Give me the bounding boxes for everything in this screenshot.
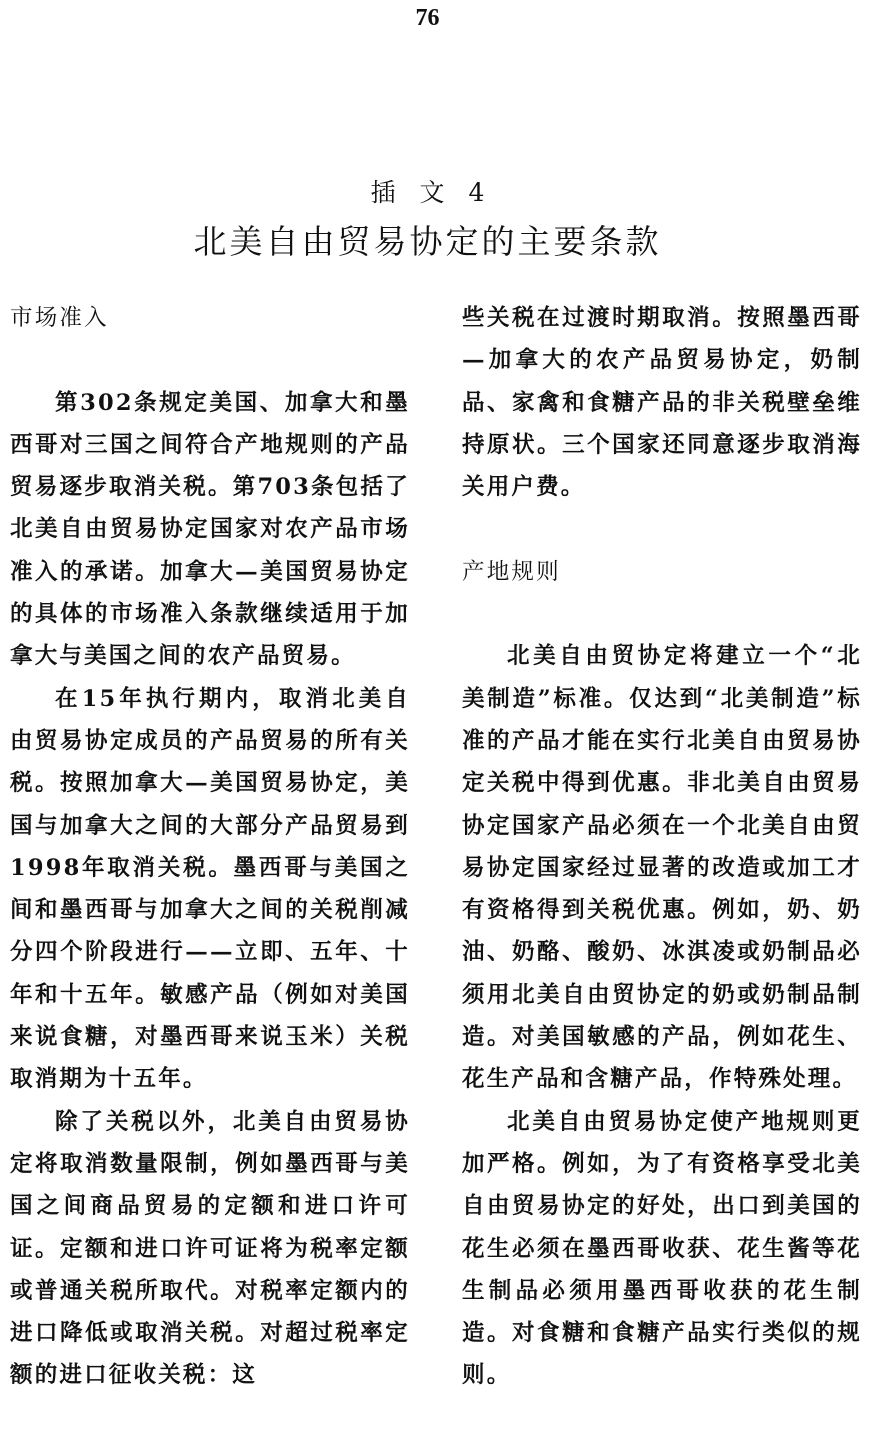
spacer: [462, 593, 862, 635]
section-heading-rules-of-origin: 产地规则: [462, 558, 561, 585]
spacer: [462, 508, 862, 550]
document-title: 北美自由贸易协定的主要条款: [193, 222, 662, 261]
paragraph-market-access-1: 第302条规定美国、加拿大和墨西哥对三国之间符合产地规则的产品贸易逐步取消关税。第703条包括了北美自由贸易协定国家对农产品市场准入的承诺。加拿大—美国贸易协定的具体的市场准入条款继续适用于加拿大与美国之间的农产品贸易。: [10, 389, 410, 670]
right-column: [462, 297, 862, 1397]
left-column: [10, 297, 410, 1397]
spacer: [10, 339, 410, 381]
paragraph-market-access-2: 在15年执行期内，取消北美自由贸易协定成员的产品贸易的所有关税。按照加拿大—美国贸易协定，美国与加拿大之间的大部分产品贸易到1998年取消关税。墨西哥与美国之间和墨西哥与加拿大之间的关税削减分四个阶段进行——立即、五年、十年和十五年。敏感产品（例如对美国来说食糖，对墨西哥来说玉米）关税取消期为十五年。: [10, 685, 410, 1093]
paragraph-rules-of-origin-1: 北美自由贸协定将建立一个“北美制造”标准。仅达到“北美制造”标准的产品才能在实行北美自由贸易协定关税中得到优惠。非北美自由贸易协定国家产品必须在一个北美自由贸易协定国家经过显著的改造或加工才有资格得到关税优惠。例如，奶、奶油、奶酪、酸奶、冰淇凌或奶制品必须用北美自由贸协定的奶或奶制品制造。对美国敏感的产品，例如花生、花生产品和含糖产品，作特殊处理。: [462, 643, 862, 1093]
page-number: 76: [415, 5, 440, 31]
section-heading-market-access: 市场准入: [10, 305, 109, 331]
paragraph-rules-of-origin-2: 北美自由贸易协定使产地规则更加严格。例如，为了有资格享受北美自由贸易协定的好处，出口到美国的花生必须在墨西哥收获、花生酱等花生制品必须用墨西哥收获的花生制造。对食糖和食糖产品实行类似的规则。: [462, 1108, 862, 1389]
paragraph-market-access-3: 除了关税以外，北美自由贸易协定将取消数量限制，例如墨西哥与美国之间商品贸易的定额和进口许可证。定额和进口许可证将为税率定额或普通关税所取代。对税率定额内的进口降低或取消关税。对超过税率定额的进口征收关税：这: [10, 1108, 410, 1389]
paragraph-market-access-continued: 些关税在过渡时期取消。按照墨西哥—加拿大的农产品贸易协定，奶制品、家禽和食糖产品的非关税壁垒维持原状。三个国家还同意逐步取消海关用户费。: [462, 305, 862, 501]
appendix-label: 插文4: [370, 178, 509, 207]
